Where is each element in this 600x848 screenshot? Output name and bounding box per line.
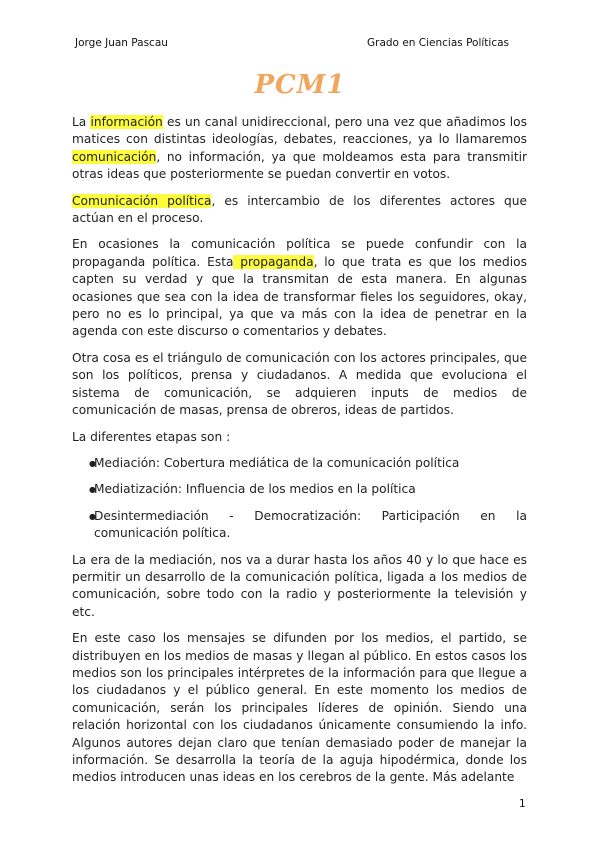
document-body [72,114,527,796]
highlight-comunicacion-politica: Comunicación política [72,193,212,208]
text-run: , no información, ya que moldeamos esta para transmitir otras ideas que posteriormente se puedan convertir en votos. [72,149,527,182]
list-item [72,481,527,498]
text-run: La [72,115,91,129]
etapas-list [72,455,527,543]
text-run: , es intercambio de los diferentes actores que actúan en el proceso. [72,193,527,226]
header-author: Jorge Juan Pascau [75,37,168,49]
highlight-propaganda: propaganda [233,254,314,269]
page-title: PCM1 [254,70,346,100]
page-number: 1 [519,798,526,810]
header-degree: Grado en Ciencias Políticas [367,37,509,49]
highlight-comunicacion: comunicación [72,149,157,164]
text-run: , lo que trata es que los medios capten su verdad y que la transmitan de esta manera. En algunas ocasiones que sea con la idea de transformar fieles los seguidores, okay, pero no es lo principal, ya que va más con la idea de penetrar en la agenda con este discurso o comentarios y debates. [72,254,527,339]
list-item-text: ● Mediación: Cobertura mediática de la comunicación política [94,455,460,470]
list-item-text: ● Desintermediación - Democratización: Participación en la comunicación política. [94,508,527,541]
paragraph-propaganda [72,236,527,340]
paragraph-mensajes: En este caso los mensajes se difunden por los medios, el partido, se distribuyen en los medios de masas y llegan al público. En estos casos los medios son los principales intérpretes de la información para que llegue a los ciudadanos y el público general. En este momento los medios de comunicación, serán los principales líderes de opinión. Siendo una relación horizontal con los ciudadanos únicamente consumiendo la info. Algunos autores dejan claro que tenían demasiado poder de manejar la información. Se desarrolla la teoría de la aguja hipodérmica, donde los medios introducen unas ideas en los cerebros de la gente. Más adelante [72,631,527,785]
list-item-text: ● Mediatización: Influencia de los medios en la política [94,482,416,497]
paragraph-etapas: La diferentes etapas son : [72,429,231,444]
highlight-informacion: información [90,115,163,129]
paragraph-comunicacion-politica [72,193,527,228]
text-run: es un canal unidireccional, pero una vez que añadimos los matices con distintas ideologías, debates, reacciones, ya lo llamaremos [72,115,527,147]
list-item [72,455,527,472]
paragraph-era-mediacion: La era de la mediación, nos va a durar hasta los años 40 y lo que hace es permitir un desarrollo de la comunicación política, ligada a los medios de comunicación, sobre todo con la radio y posteriormente la televisión y etc. [72,552,527,619]
paragraph-triangulo: Otra cosa es el triángulo de comunicación con los actores principales, que son los políticos, prensa y ciudadanos. A medida que evoluciona el sistema de comunicación, se adquieren inputs de medios de comunicación de masas, prensa de obreros, ideas de partidos. [72,350,527,418]
text-run: En ocasiones la comunicación política se puede confundir con la propaganda política. Esta [72,237,527,269]
list-item [72,508,527,543]
paragraph-informacion [72,114,527,184]
